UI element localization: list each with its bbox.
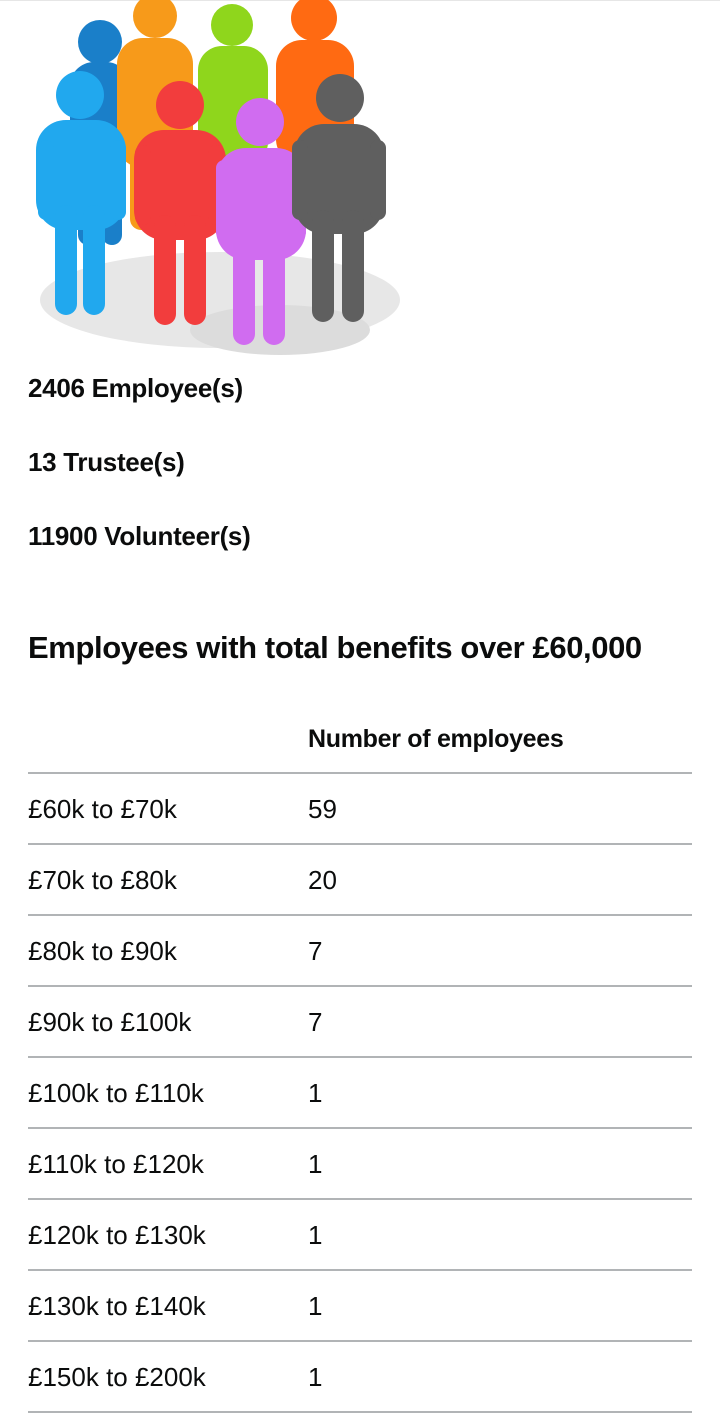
employee-count-cell: 1 [308, 1362, 323, 1392]
employee-count-cell: 1 [308, 1078, 323, 1108]
table-row [28, 1058, 692, 1129]
employee-count-cell: 7 [308, 936, 323, 966]
table-header [28, 715, 692, 774]
table-row [28, 845, 692, 916]
employee-count-cell: 20 [308, 865, 337, 895]
group-of-people-icon [20, 0, 400, 365]
salary-band-cell: £150k to £200k [28, 1362, 206, 1392]
table-row [28, 1271, 692, 1342]
employee-count-cell: 1 [308, 1220, 323, 1250]
employee-count-cell: 1 [308, 1291, 323, 1321]
salary-band-cell: £60k to £70k [28, 794, 177, 824]
benefits-table [28, 715, 692, 1413]
salary-band-cell: £90k to £100k [28, 1007, 192, 1037]
salary-band-cell: £70k to £80k [28, 865, 177, 895]
table-row [28, 1200, 692, 1271]
trustee-count: 13 Trustee(s) [28, 447, 185, 477]
employee-count: 2406 Employee(s) [28, 373, 243, 403]
employee-count-cell: 59 [308, 794, 337, 824]
salary-band-cell: £110k to £120k [28, 1149, 204, 1179]
employee-count-cell: 1 [308, 1149, 323, 1179]
table-row [28, 1129, 692, 1200]
salary-band-cell: £130k to £140k [28, 1291, 206, 1321]
salary-band-cell: £120k to £130k [28, 1220, 206, 1250]
table-row [28, 916, 692, 987]
table-row [28, 1342, 692, 1413]
table-body [28, 774, 692, 1413]
salary-band-cell: £100k to £110k [28, 1078, 204, 1108]
table-row [28, 774, 692, 845]
salary-band-cell: £80k to £90k [28, 936, 177, 966]
employee-count-cell: 7 [308, 1007, 323, 1037]
benefits-section-title: Employees with total benefits over £60,000 [28, 630, 642, 665]
table-row [28, 987, 692, 1058]
column-header-number-of-employees: Number of employees [308, 725, 564, 753]
volunteer-count: 11900 Volunteer(s) [28, 521, 251, 551]
